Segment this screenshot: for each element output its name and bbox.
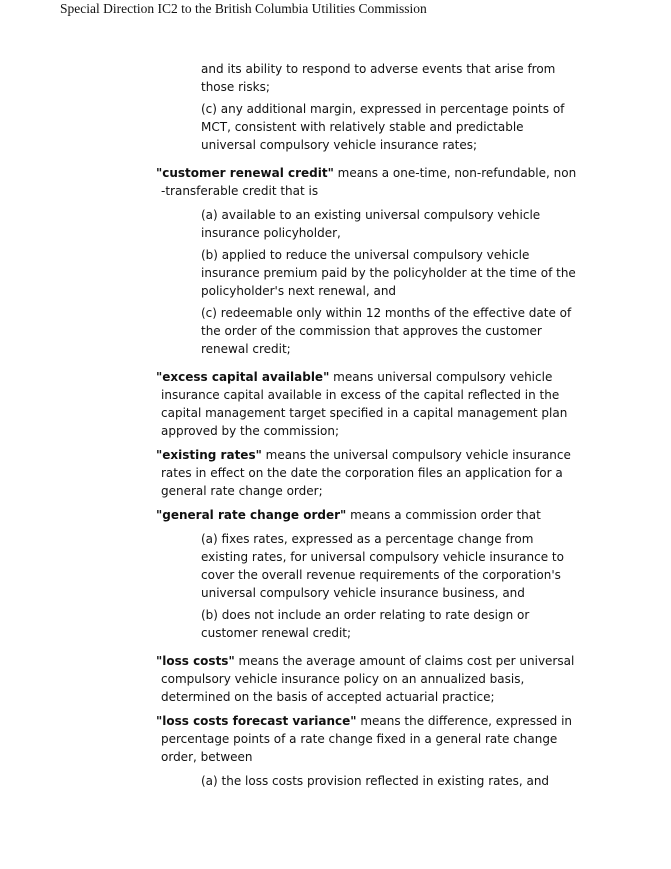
sub-clause: (b) applied to reduce the universal compulsory vehicle insurance premium paid by the policyholder at the time of the policyholder's next renewal, and [201,248,576,298]
sub-clause: (c) redeemable only within 12 months of the effective date of the order of the commission that approves the customer renewal credit; [201,306,572,356]
definition [156,506,580,524]
sub-clause: and its ability to respond to adverse events that arise from those risks; [201,62,556,94]
definition [156,652,580,706]
definition [156,712,580,766]
definition [156,368,580,440]
definition-text: means the difference, expressed in percentage points of a rate change fixed in a general rate change order, between [161,714,573,764]
definition-term: "general rate change order" [156,508,347,522]
definition [156,164,580,200]
definition-text: means the average amount of claims cost per universal compulsory vehicle insurance policy on an annualized basis, determined on the basis of accepted actuarial practice; [161,654,575,704]
definition-term: "customer renewal credit" [156,166,334,180]
definition-term: "loss costs" [156,654,235,668]
running-header: Special Direction IC2 to the British Columbia Utilities Commission [60,1,427,16]
sub-clause: (a) available to an existing universal compulsory vehicle insurance policyholder, [201,208,541,240]
definition-text: means a commission order that [346,508,541,522]
definition-term: "excess capital available" [156,370,330,384]
definition-term: "loss costs forecast variance" [156,714,357,728]
sub-clause: (a) the loss costs provision reflected in existing rates, and [201,774,550,788]
definition-term: "existing rates" [156,448,262,462]
definition-text: means a one-time, non-refundable, non -transferable credit that is [161,166,577,198]
document-body [156,60,580,794]
definition [156,446,580,500]
definition-text: means the universal compulsory vehicle insurance rates in effect on the date the corporation files an application for a general rate change order; [161,448,571,498]
sub-clause: (c) any additional margin, expressed in percentage points of MCT, consistent with relatively stable and predictable universal compulsory vehicle insurance rates; [201,102,565,152]
definition-text: means universal compulsory vehicle insurance capital available in excess of the capital reflected in the capital management target specified in a capital management plan approved by the commission; [161,370,568,438]
sub-clause: (b) does not include an order relating to rate design or customer renewal credit; [201,608,530,640]
sub-clause: (a) fixes rates, expressed as a percentage change from existing rates, for universal compulsory vehicle insurance to cover the overall revenue requirements of the corporation's universal compulsory vehicle insurance business, and [201,532,564,600]
